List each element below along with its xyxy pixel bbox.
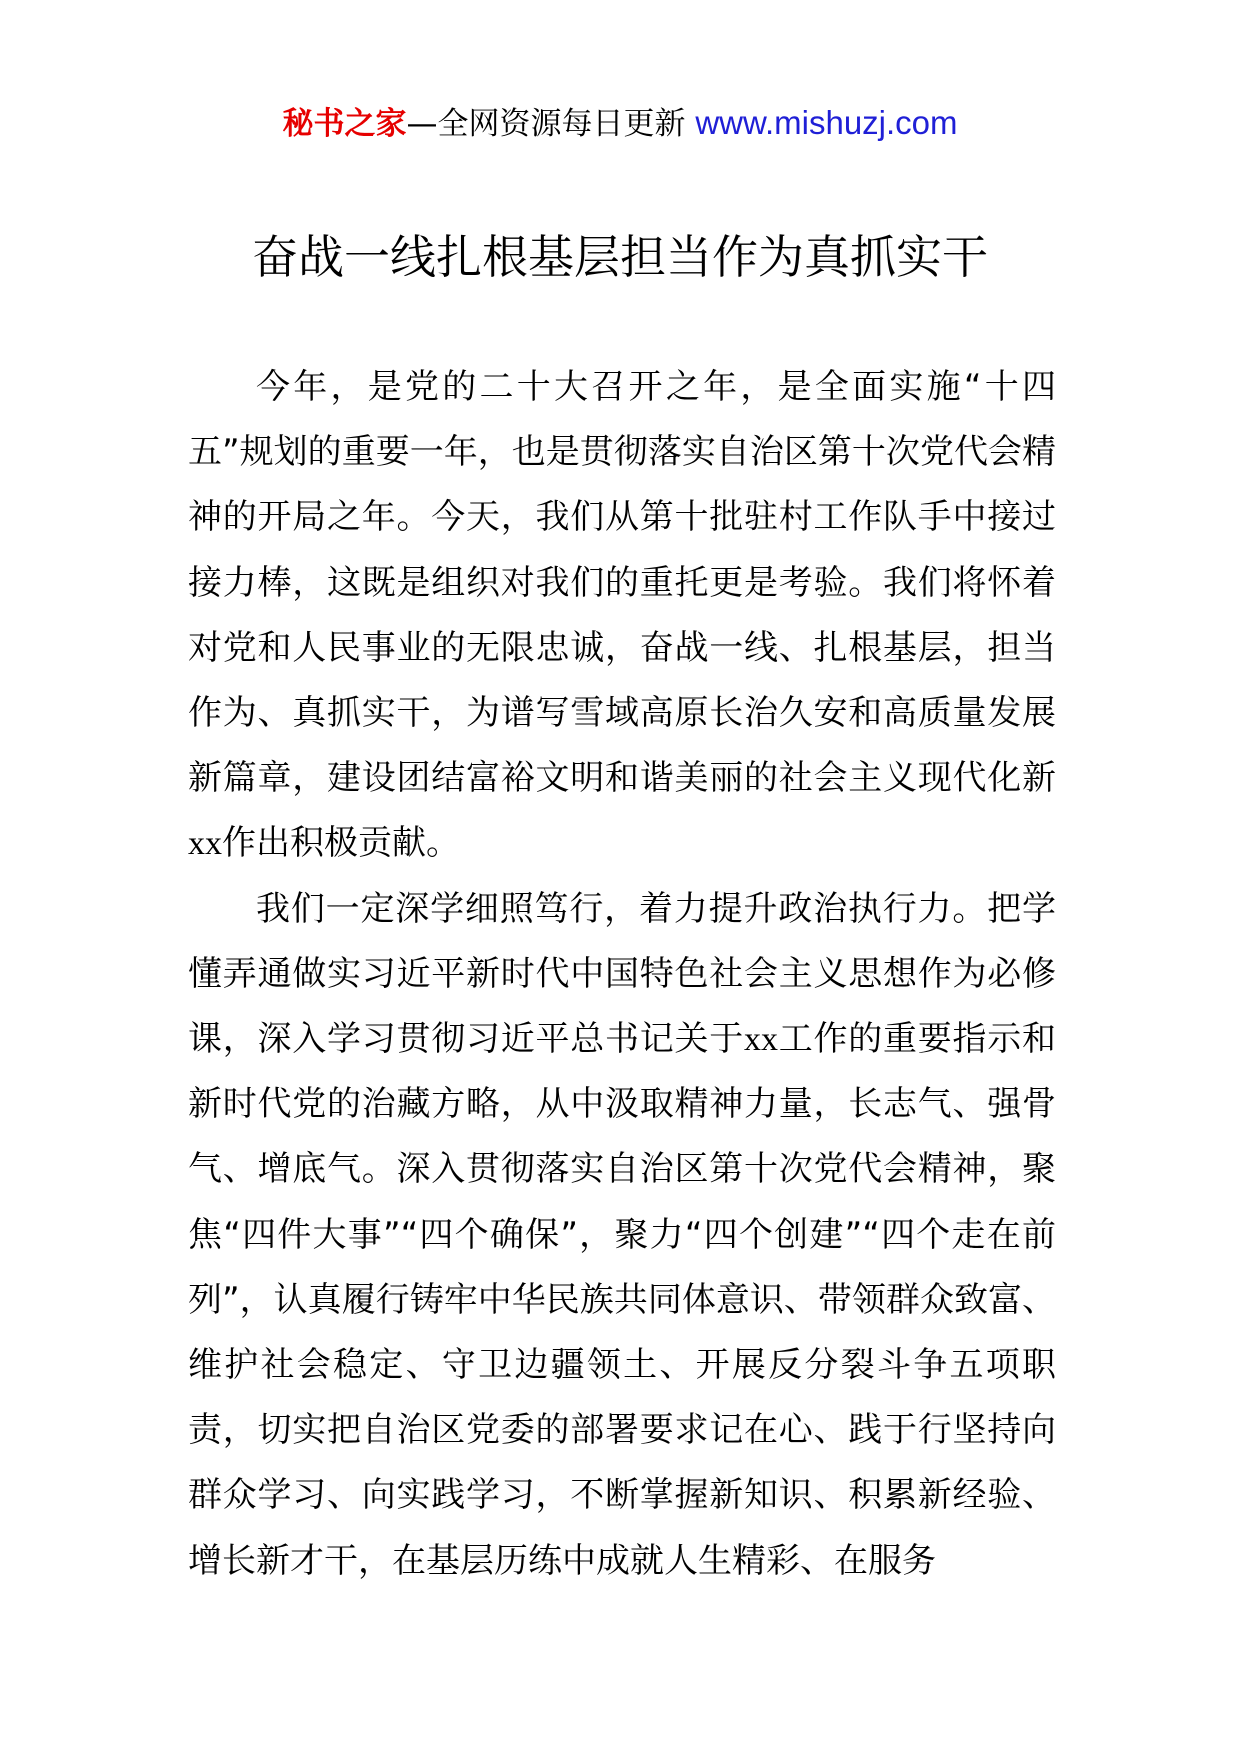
document-body <box>188 355 1056 1594</box>
latin-fragment: xx <box>188 825 222 863</box>
site-header <box>0 98 1240 149</box>
paragraph-1: 今年，是党的二十大召开之年，是全面实施“十四五”规划的重要一年，也是贯彻落实自治区第十次党代会精神的开局之年。今天，我们从第十批驻村工作队手中接过接力棒，这既是组织对我们的重托更是考验。我们将怀着对党和人民事业的无限忠诚，奋战一线、扎根基层，担当作为、真抓实干，为谱写雪域高原长治久安和高质量发展新篇章，建设团结富裕文明和谐美丽的社会主义现代化新xx作出积极贡献。 <box>188 367 1056 864</box>
paragraph-2: 我们一定深学细照笃行，着力提升政治执行力。把学懂弄通做实习近平新时代中国特色社会主义思想作为必修课，深入学习贯彻习近平总书记关于xx工作的重要指示和新时代党的治藏方略，从中汲取精神力量，长志气、强骨气、增底气。深入贯彻落实自治区第十次党代会精神，聚焦“四件大事”“四个确保”，聚力“四个创建”“四个走在前列”，认真履行铸牢中华民族共同体意识、带领群众致富、维护社会稳定、守卫边疆领土、开展反分裂斗争五项职责，切实把自治区党委的部署要求记在心、践于行坚持向群众学习、向实践学习，不断掌握新知识、积累新经验、增长新才干，在基层历练中成就人生精彩、在服务 <box>188 888 1056 1581</box>
document-title: 奋战一线扎根基层担当作为真抓实干 <box>252 230 988 284</box>
site-brand: 秘书之家 <box>282 106 407 142</box>
site-tagline: —全网资源每日更新 <box>406 106 686 142</box>
site-url-link[interactable]: www.mishuzj.com <box>695 104 958 141</box>
latin-fragment: xx <box>744 1021 778 1059</box>
